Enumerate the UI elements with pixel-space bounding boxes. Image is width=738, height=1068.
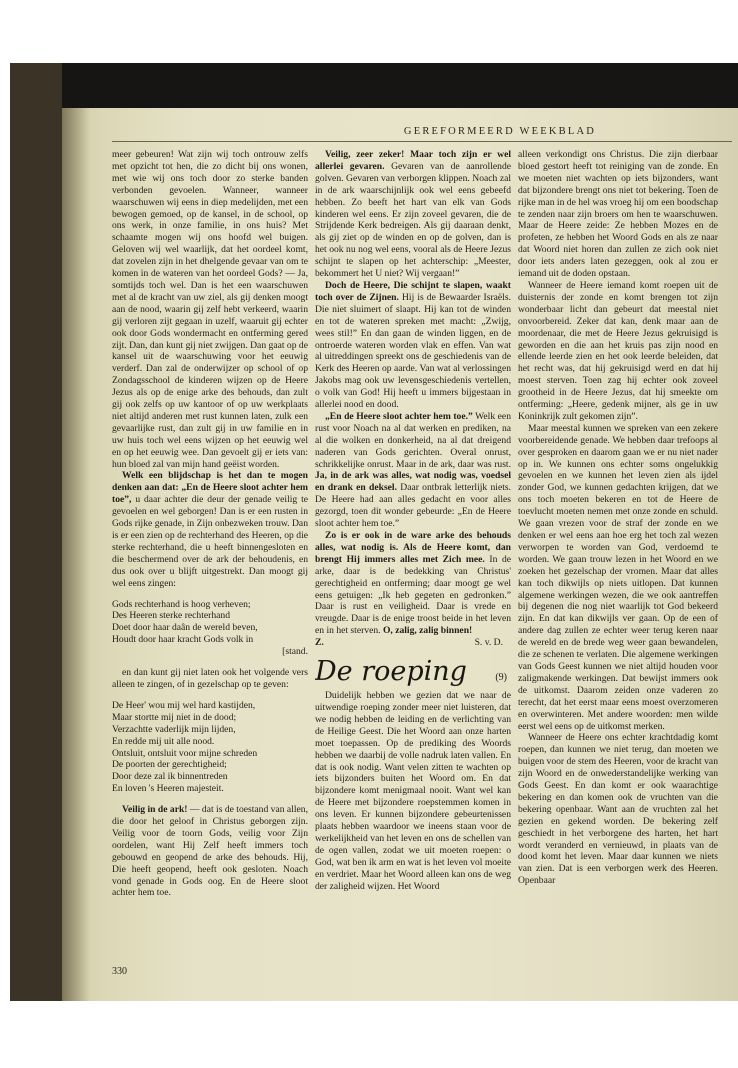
bold-text: Welk een blijdschap is het dan te mogen denken aan dat: „En de Heere sloot achter hem toe”,	[112, 470, 308, 506]
binding-edge	[10, 63, 62, 1001]
page-gutter-shadow	[62, 108, 90, 1001]
verse-line: Doet door haar daân de wereld beven,	[112, 622, 258, 634]
verse-line: Des Heeren sterke rechterhand	[112, 610, 230, 622]
paragraph: en dan kunt gij niet laten ook het volgende vers alleen te zingen, of in gezelschap op te geven:	[112, 667, 308, 690]
column-1	[112, 149, 308, 959]
bold-text: Veilig in de ark!	[122, 804, 188, 816]
bold-text: Veilig, zeer zeker! Maar toch zijn er wel allerlei gevaren.	[315, 149, 511, 172]
paragraph: Duidelijk hebben we gezien dat we naar de uitwendige roeping zonder meer niet luisteren, dat we nodig hebben de leiding en de verlichting van de Heilige Geest. Die het Woord aan onze harten moet toepassen. Op de prediking des Woords hebben we daarbij de volle nadruk laten vallen. En dat is ook nodig. Want velen zitten te wachten op iets bijzonders buiten het Woord om. En dat bijzondere komt menigmaal nooit. Want wel kan de Heere met bijzondere roepstemmen komen in ons leven. Er kunnen bijzondere gebeurtenissen plaats hebben waardoor we ineens staan voor de werkelijkheid van het leven en ons de schellen van de ogen vallen, zodat we uit moeten roepen: o God, wat ben ik arm en wat is het leven vol moeite en verdriet. Maar het Woord alleen kan ons de weg der zaligheid wijzen. Het Woord	[315, 690, 511, 892]
section-heading	[315, 657, 511, 687]
header-rule	[112, 141, 732, 142]
paragraph: Wanneer de Heere ons echter krachtdadig komt roepen, dan kunnen we niet terug, dan moeten we buigen voor de stem des Heeren, voor de kracht van zijn Woord en de onwederstandelijke werking van Gods Geest. En dan komt er ook waarachtige bekering en dan komen ook de vruchten van die bekering openbaar. Want aan de vruchten zal het gezien en gekend worden. De bekering zelf geschiedt in het verborgene des harten, het hart wordt veranderd en vernieuwd, in plaats van de dood komt het leven. Maar daar kunnen we niets van zien. Dat is een verborgen werk des Heeren. Openbaar	[518, 732, 718, 887]
author-signature	[315, 637, 511, 649]
column-2	[315, 149, 511, 1011]
text: Daar ontbrak letterlijk niets. De Heere had aan alles gedacht en voor alles gezorgd, toen dit wonder gebeurde: „En de Heere sloot achter hem toe.”	[315, 482, 511, 530]
running-header: GEREFORMEERD WEEKBLAD	[403, 126, 597, 137]
verse-line: En redde mij uit alle nood.	[112, 735, 215, 747]
section-number: (9)	[495, 672, 507, 684]
text: — dat is de toestand van allen, die door het geloof in Christus geborgen zijn. Veilig voor de toorn Gods, veilig voor Zijn oordelen, want Hij Zelf heeft immers toch gebouwd en geopend de arke des behouds. Hij, Die heeft geopend, heeft ook gesloten. Noach vond genade in Gods oog. En de Heere sloot achter hem toe.	[112, 804, 308, 899]
paragraph	[112, 470, 308, 589]
text: Gevaren van de aanrollende golven. Gevaren van verborgen klippen. Noach zal in de ark waarschijnlijk ook wel eens gebeefd hebben. Zo beeft het hart van elk van Gods kinderen wel eens. Er zijn zoveel gevaren, die de Strijdende Kerk bedreigen. Als gij daaraan denkt, als gij ziet op de winden en op de golven, dan is het ook nu nog wel eens, vooral als de Heere Jezus schijnt te slapen op het achterschip: „Meester, bekommert het U niet? Wij vergaan!”	[315, 160, 511, 280]
signature-name: S. v. D.	[474, 637, 503, 649]
paragraph: Maar meestal kunnen we spreken van een zekere voorbereidende genade. We hebben daar trefoops al over gesproken en daarom gaan we er nu niet nader op in. We kunnen ons echter soms ongelukkig gevoelen en we kunnen het leven zien als ijdel zonder God, we kunnen gedachten krijgen, dat we ons toch moeten bekeren en tot de Heere de toevlucht moeten nemen met onze zonde en schuld. We gaan vrezen voor de straf der zonde en we denken er wel eens aan hoe erg het toch zal wezen verworpen te worden van God, verdoemd te worden. We gaan trouw lezen in het Woord en we zoeken het gezelschap der vromen. Maar dat alles kan toch dikwijls op niets uitlopen. Dat kunnen algemene werkingen wezen, die we ook aantreffen bij degenen die nog niet waarlijk tot God bekeerd zijn. En dat kan dikwijls ver gaan. Op de een of andere dag zullen ze echter weer terug keren naar de wereld en de brede weg weer gaan bewandelen, die ze schenen te verlaten. Die algemene werkingen van Gods Geest kunnen we niet altijd houden voor zaligmakende werkingen. Dat bewijst immers ook de uitkomst. Daarom zeiden onze vaderen zo terecht, dat het eerst maar eens moest overzomeren en overwinteren. Met andere woorden: men wilde eerst wel eens op de uitkomst merken.	[518, 422, 718, 732]
verse-line: Door deze zal ik binnentreden	[112, 771, 228, 783]
verse-line: Maar stortte mij niet in de dood;	[112, 711, 237, 723]
verse-line: En loven 's Heeren majesteit.	[112, 783, 224, 795]
verse-line: De poorten der gerechtigheid;	[112, 759, 227, 771]
bold-text: Zo is er ook in de ware arke des behouds alles, wat nodig is. Als de Heere komt, dan brengt Hij immers alles met Zich mee.	[315, 530, 511, 565]
bold-text: Ja, in de ark was alles, wat nodig was, voedsel en drank en deksel.	[315, 470, 511, 494]
paragraph: Wanneer de Heere iemand komt roepen uit de duisternis der zonde en komt brengen tot zijn wonderbaar licht dan gebeurt dat meestal niet onvoorbereid. Zeker dat kan, denk maar aan de moordenaar, die met de Heere Jezus gekruisigd is geworden en die aan het kruis pas zijn nood en ellende leerde zien en het ook leerde beleiden, dat het recht was, dat hij gekruisigd werd en dat hij moest sterven. Toen zag hij echter ook zoveel grootheid in de Heere Jezus, dat hij smeekte om ontferming: „Heere, gedenk mijner, als ge in uw Koninkrijk zult gekomen zijn”.	[518, 279, 718, 422]
paragraph	[112, 804, 308, 899]
paragraph	[315, 280, 511, 411]
page-number: 330	[112, 966, 127, 977]
signature-initial: Z.	[315, 637, 324, 649]
paragraph	[315, 530, 511, 637]
bold-text: Doch de Heere, Die schijnt te slapen, waakt toch over de Zijnen.	[315, 279, 511, 303]
paragraph: meer gebeuren! Wat zijn wij toch ontrouw zelfs met opzicht tot hen, die zo dicht bij ons wonen, met wie wij ons toch door zo sterke banden verbonden gevoelen. Wanneer, wanneer waarschuwen wij eens in diep medelijden, met een bewogen gemoed, op de kansel, in de school, op ons werk, in onze familie, in ons huis? Met schaamte mogen wij ons hoofd wel buigen. Geloven wij wel waarlijk, dat het oordeel komt, dat zovelen zijn in het dhelgende gevaar van om te komen in de wateren van het oordeel Gods? — Ja, somtijds toch wel. Dan is het een waarschuwen met al de kracht van uw ziel, als gij denken moogt aan de nood, waarin gij zelf hebt verkeerd, waarin gij verloren zijt gegaan in uzelf, waaruit gij echter ook door Gods wondermacht en ontferming gered zijt. Dan, dan kunt gij niet zwijgen. Dan gaat op de kansel uit de waarschuwing voor het eeuwig verderf. Dan zal de onderwijzer op school of op Zondagsschool de kinderen wijzen op de Heere Jezus als op de enige arke des behouds, dan zult gij ook zelfs op uw kantoor of op uw werkplaats niet altijd anderen met rust kunnen laten, zulk een gevaarlijke rust, dan zult gij in uw familie en in uw huis toch wel eens wijzen op het eeuwig wel en op het eeuwig wee. Dan gevoelt gij er iets van: hun bloed zal van mijn hand geëist worden.	[112, 149, 308, 470]
column-3	[518, 149, 718, 1011]
bold-text: „En de Heere sloot achter hem toe.”	[325, 410, 473, 422]
psalm-verse-1	[112, 599, 308, 659]
text: In de arke, daar is de bedekking van Christus' gerechtigheid en ontferming; daar moogt ge wel eens getuigen: „Ik heb gegeten en gedronken.” Daar is rust en veiligheid. Daar is vrede en vreugde. Daar is de enige troost beide in het leven en in het sterven.	[315, 553, 511, 637]
section-title: De roeping	[315, 656, 467, 688]
verse-line: [stand.	[282, 646, 308, 658]
verse-line: De Heer' wou mij wel hard kastijden,	[112, 699, 256, 711]
text: Welk een rust voor Noach na al dat werken en prediken, na al die wolken en donkerheid, na al dat dreigend naderen van Gods gerichten. Overal onrust, schrikkelijke onrust. Maar in de ark, daar was rust.	[315, 410, 511, 470]
psalm-verse-2	[112, 700, 308, 795]
bold-text: O, zalig, zalig binnen!	[382, 625, 473, 637]
verse-line: Gods rechterhand is hoog verheven;	[112, 598, 251, 610]
text: u daar achter die deur der genade veilig te gevoelen en wel geborgen! Dan is er een rusten in Gods rijke genade, in Zijn onbezweken trouw. Dan is er een zien op de rechterhand des Heeren, op die sterke rechterhand, die u heeft binnengesloten en die beschermend over de ark der behoudenis, en dus ook over u blijft uitgestrekt. Dan moogt gij wel eens zingen:	[112, 494, 308, 589]
verse-line: Houdt door haar kracht Gods volk in	[112, 634, 254, 646]
text: Hij is de Bewaarder Israëls. Die niet sluimert of slaapt. Hij kan tot de winden en tot de wateren spreken met macht: „Zwijg, wees stil!” En dan gaan de winden liggen, en de ontroerde wateren worden vlak en effen. Van wat al uitreddingen spreekt ons de geschiedenis van de Kerk des Heeren op aarde. Van wat al verlossingen Jakobs mag ook uw levensgeschiedenis vertellen, o volk van God! Hij heeft u immers bijgestaan in allerlei nood en dood.	[315, 291, 511, 411]
paragraph: alleen verkondigt ons Christus. Die zijn dierbaar bloed gestort heeft tot reiniging van de zonde. En we moeten niet wachten op iets bijzonders, want dat bijzondere brengt ons niet tot bekering. Toen de rijke man in de hel was vroeg hij om een boodschap te zenden naar zijn broers om hen te waarschuwen. Maar de Heere zeide: Ze hebben Mozes en de profeten, ze hebben het Woord Gods en als ze naar dat Woord niet horen dan zullen ze zich ook niet door iets anders laten gezeggen, ook al zou er iemand uit de doden opstaan.	[518, 149, 718, 280]
paragraph	[315, 411, 511, 530]
verse-line: Verzachtte vaderlijk mijn lijden,	[112, 723, 236, 735]
verse-line: Ontsluit, ontsluit voor mijne schreden	[112, 747, 258, 759]
paragraph	[315, 149, 511, 280]
